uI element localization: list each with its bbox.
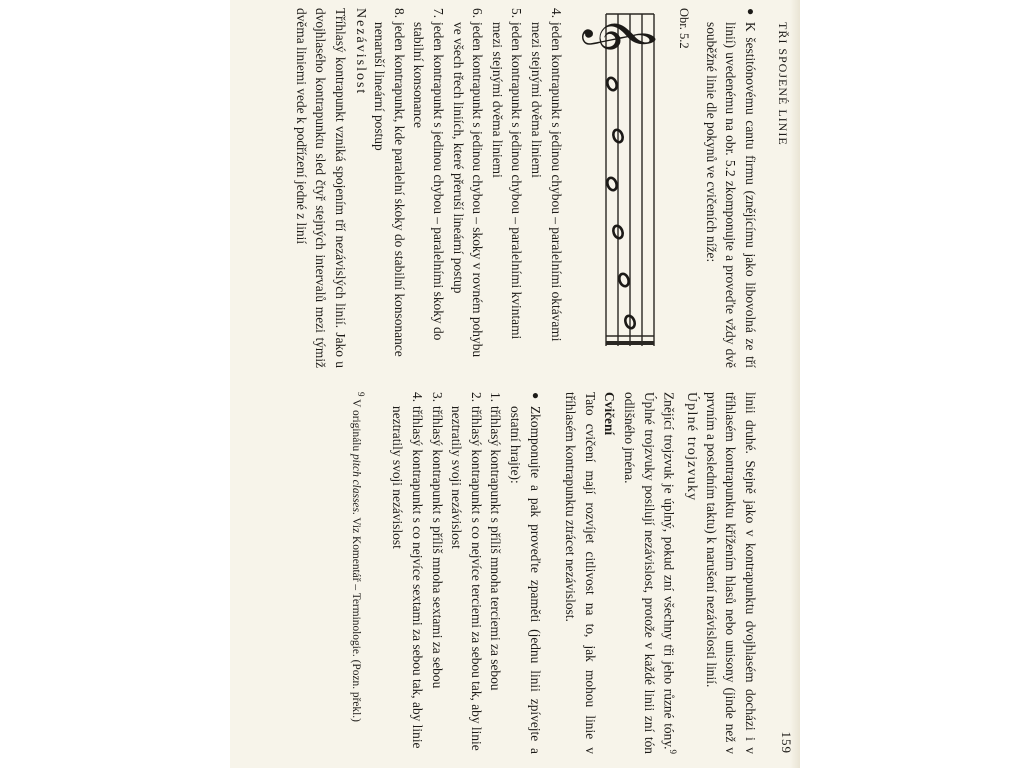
list-item: 6. jeden kontrapunkt s jedinou chybou – skoky v rovném pohybu ve všech třech liniích, které přeruší lineární postup <box>450 8 486 358</box>
triad-paragraph: Znějící trojzvuk je úplný, pokud zní všechny tři jeho různé tóny.$^9$ Úplné trojzvuky posilují nezávislost, protože v každé linii zní tón odlišného jména. <box>621 392 678 754</box>
page-number: 159 <box>779 731 794 754</box>
right-column <box>345 392 760 754</box>
treble-clef-icon: 𝄞 <box>584 16 658 53</box>
intro-text: K šestitónovému cantu firmu (znějícímu jako libovolná ze tří linií) uvedenému na obr. 5.2 zkomponujte a proveďte vždy dvě souběžné linie dle pokynů ve cvičeních níže: <box>703 22 758 368</box>
list-item: 4. tříhlasý kontrapunkt s co nejvíce sextami za sebou tak, aby linie neztratily svoji nezávislost <box>390 392 426 749</box>
exercise-heading: Cvičení <box>602 392 618 436</box>
instruction-paragraph: ● Zkomponujte a pak proveďte zpaměti (jednu linii zpívejte a ostatní hrajte): <box>508 392 543 754</box>
continuation-paragraph: linii druhé. Stejně jako v kontrapunktu dvojhlasém docházi i v tříhlasém kontrapunktu křížením hlasů nebo unisony (jinde než v prvním a posledním taktu) k narušení nezávislosti linií. <box>703 392 758 754</box>
page-header <box>772 22 794 754</box>
footnote: $^9$ V originálu pitch classes. Viz Komentář – Terminologie. (Pozn. překl.) <box>350 392 366 722</box>
exercise-list-right <box>388 392 506 754</box>
music-staff-figure <box>576 2 672 362</box>
figure-label: Obr. 5.2 <box>677 8 692 49</box>
intro-paragraph <box>701 8 760 368</box>
exercise-list-left <box>370 8 566 368</box>
running-head: TŘI SPOJENÉ LINIE <box>776 22 790 146</box>
footnote-marker: 9 <box>667 749 678 754</box>
closing-paragraph: Tříhlasý kontrapunkt vzniká spojením tří nezávislých linií. Jako u dvojhlasého kontrapunktu sled čtyř stejných intervalů mezi týmiž dvěma liniemi vede k podřízení jedné z linií <box>293 8 349 368</box>
list-item: 4. jeden kontrapunkt s jedinou chybou – paralelními oktávami mezi stejnými dvěma liniemi <box>529 8 564 342</box>
note <box>617 272 630 287</box>
bullet-icon: ● <box>528 392 543 400</box>
list-item: 1. tříhlasý kontrapunkt s příliš mnoha terciemi za sebou <box>488 392 504 691</box>
list-item: 7. jeden kontrapunkt s jedinou chybou – paralelními skoky do stabilní konsonance <box>411 8 447 341</box>
note <box>605 176 618 191</box>
list-item: 5. jeden kontrapunkt s jedinou chybou – paralelními kvintami mezi stejnými dvěma liniemi <box>489 8 525 340</box>
section-heading-independence: Nezávislost <box>352 8 368 96</box>
list-item: 8. jeden kontrapunkt, kde paralelní skoky do stabilní konsonance nenaruší lineární postup <box>372 8 407 357</box>
note <box>605 76 618 91</box>
spacer <box>545 392 561 754</box>
bullet-icon: ● <box>744 8 758 16</box>
exercise-paragraph: Tato cvičení mají rozvíjet citlivost na to, jak mohou linie v tříhlasém kontrapunktu ztrácet nezávislost. <box>563 392 598 754</box>
list-item: 3. tříhlasý kontrapunkt s příliš mnoha sextami za sebou <box>429 392 445 689</box>
rotated-page-content <box>230 0 800 768</box>
list-item: 2. tříhlasý kontrapunkt s co nejvíce terciemi za sebou tak, aby linie neztratily svoji nezávislost <box>449 392 484 751</box>
section-heading-triads: Úplné trojzvuky <box>684 392 700 502</box>
whole-notes <box>605 76 636 329</box>
left-column <box>291 8 760 368</box>
